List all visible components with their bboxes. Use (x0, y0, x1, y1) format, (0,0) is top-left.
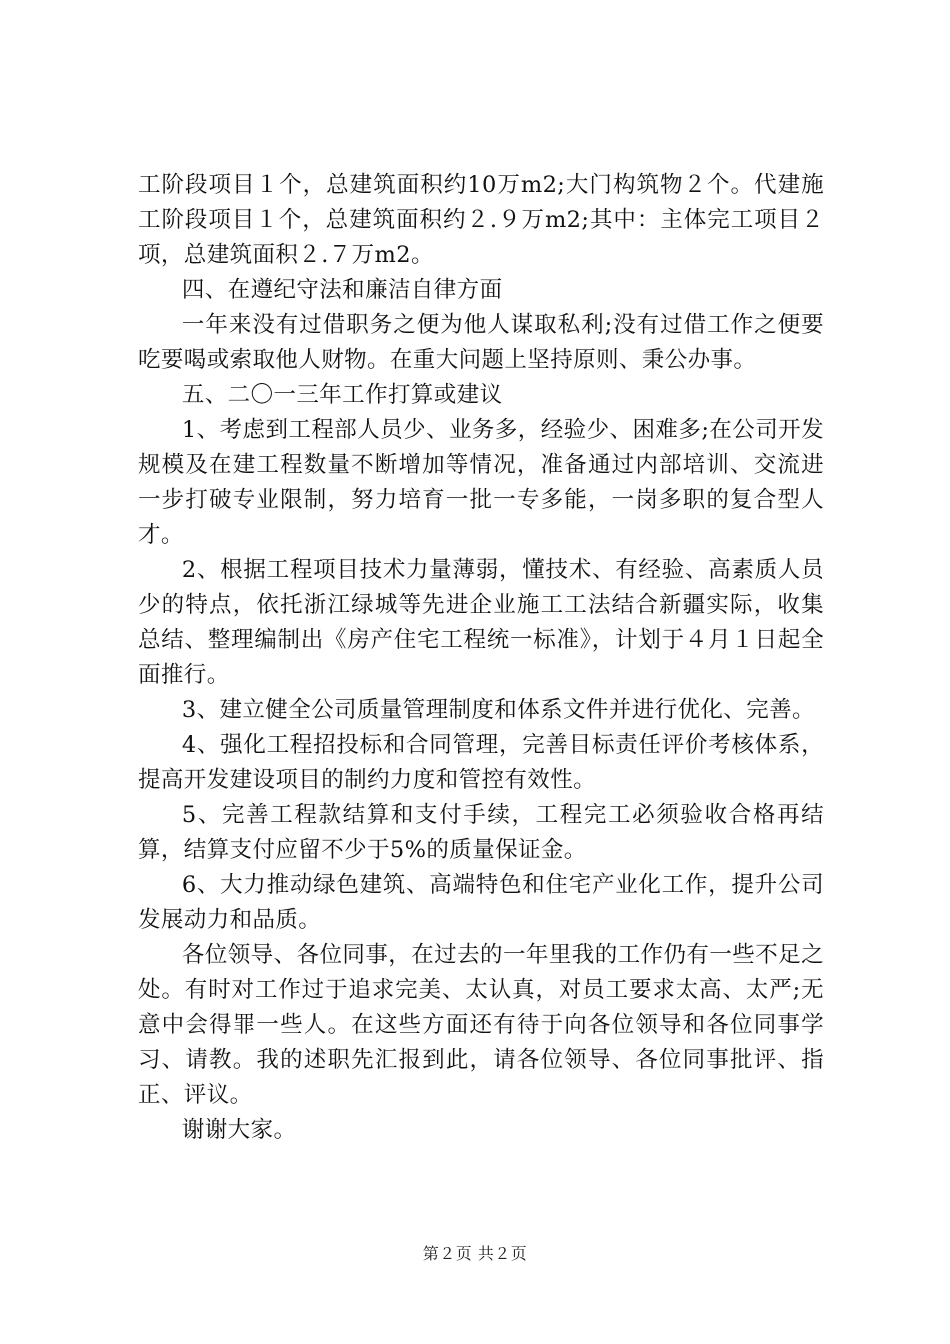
page-number: 第２页 共２页 (422, 1244, 528, 1263)
plan-item-3: 3、建立健全公司质量管理制度和体系文件并进行优化、完善。 (181, 697, 815, 723)
section-heading-2013-plan: 五、二〇一三年工作打算或建议 (181, 382, 503, 408)
plan-item-2: 2、根据工程项目技术力量薄弱，懂技术、有经验、高素质人员少的特点，依托浙江绿城等先进企业施工工法结合新疆实际，收集总结、整理编制出《房产住宅工程统一标准》，计划于４月１日起全面推行。 (138, 557, 824, 688)
paragraph-closing: 各位领导、各位同事，在过去的一年里我的工作仍有一些不足之处。有时对工作过于追求完美、太认真，对员工要求太高、太严;无意中会得罪一些人。在这些方面还有待于向各位领导和各位同事学习、请教。我的述职先汇报到此，请各位领导、各位同事批评、指正、评议。 (138, 942, 824, 1108)
section-heading-discipline: 四、在遵纪守法和廉洁自律方面 (181, 277, 503, 303)
paragraph-project-summary: 工阶段项目１个，总建筑面积约10万m2;大门构筑物２个。代建施工阶段项目１个，总建筑面积约２.９万m2;其中：主体完工项目２项，总建筑面积２.７万m2。 (138, 172, 824, 268)
document-body (138, 168, 824, 1148)
paragraph-thanks: 谢谢大家。 (181, 1117, 297, 1143)
plan-item-4: 4、强化工程招投标和合同管理，完善目标责任评价考核体系，提高开发建设项目的制约力度和管控有效性。 (138, 732, 824, 793)
plan-item-6: 6、大力推动绿色建筑、高端特色和住宅产业化工作，提升公司发展动力和品质。 (138, 872, 824, 933)
plan-item-5: 5、完善工程款结算和支付手续，工程完工必须验收合格再结算，结算支付应留不少于5%的质量保证金。 (138, 802, 824, 863)
plan-item-1: 1、考虑到工程部人员少、业务多，经验少、困难多;在公司开发规模及在建工程数量不断增加等情况，准备通过内部培训、交流进一步打破专业限制，努力培育一批一专多能，一岗多职的复合型人才。 (138, 417, 824, 548)
paragraph-discipline: 一年来没有过借职务之便为他人谋取私利;没有过借工作之便要吃要喝或索取他人财物。在重大问题上坚持原则、秉公办事。 (138, 312, 824, 373)
